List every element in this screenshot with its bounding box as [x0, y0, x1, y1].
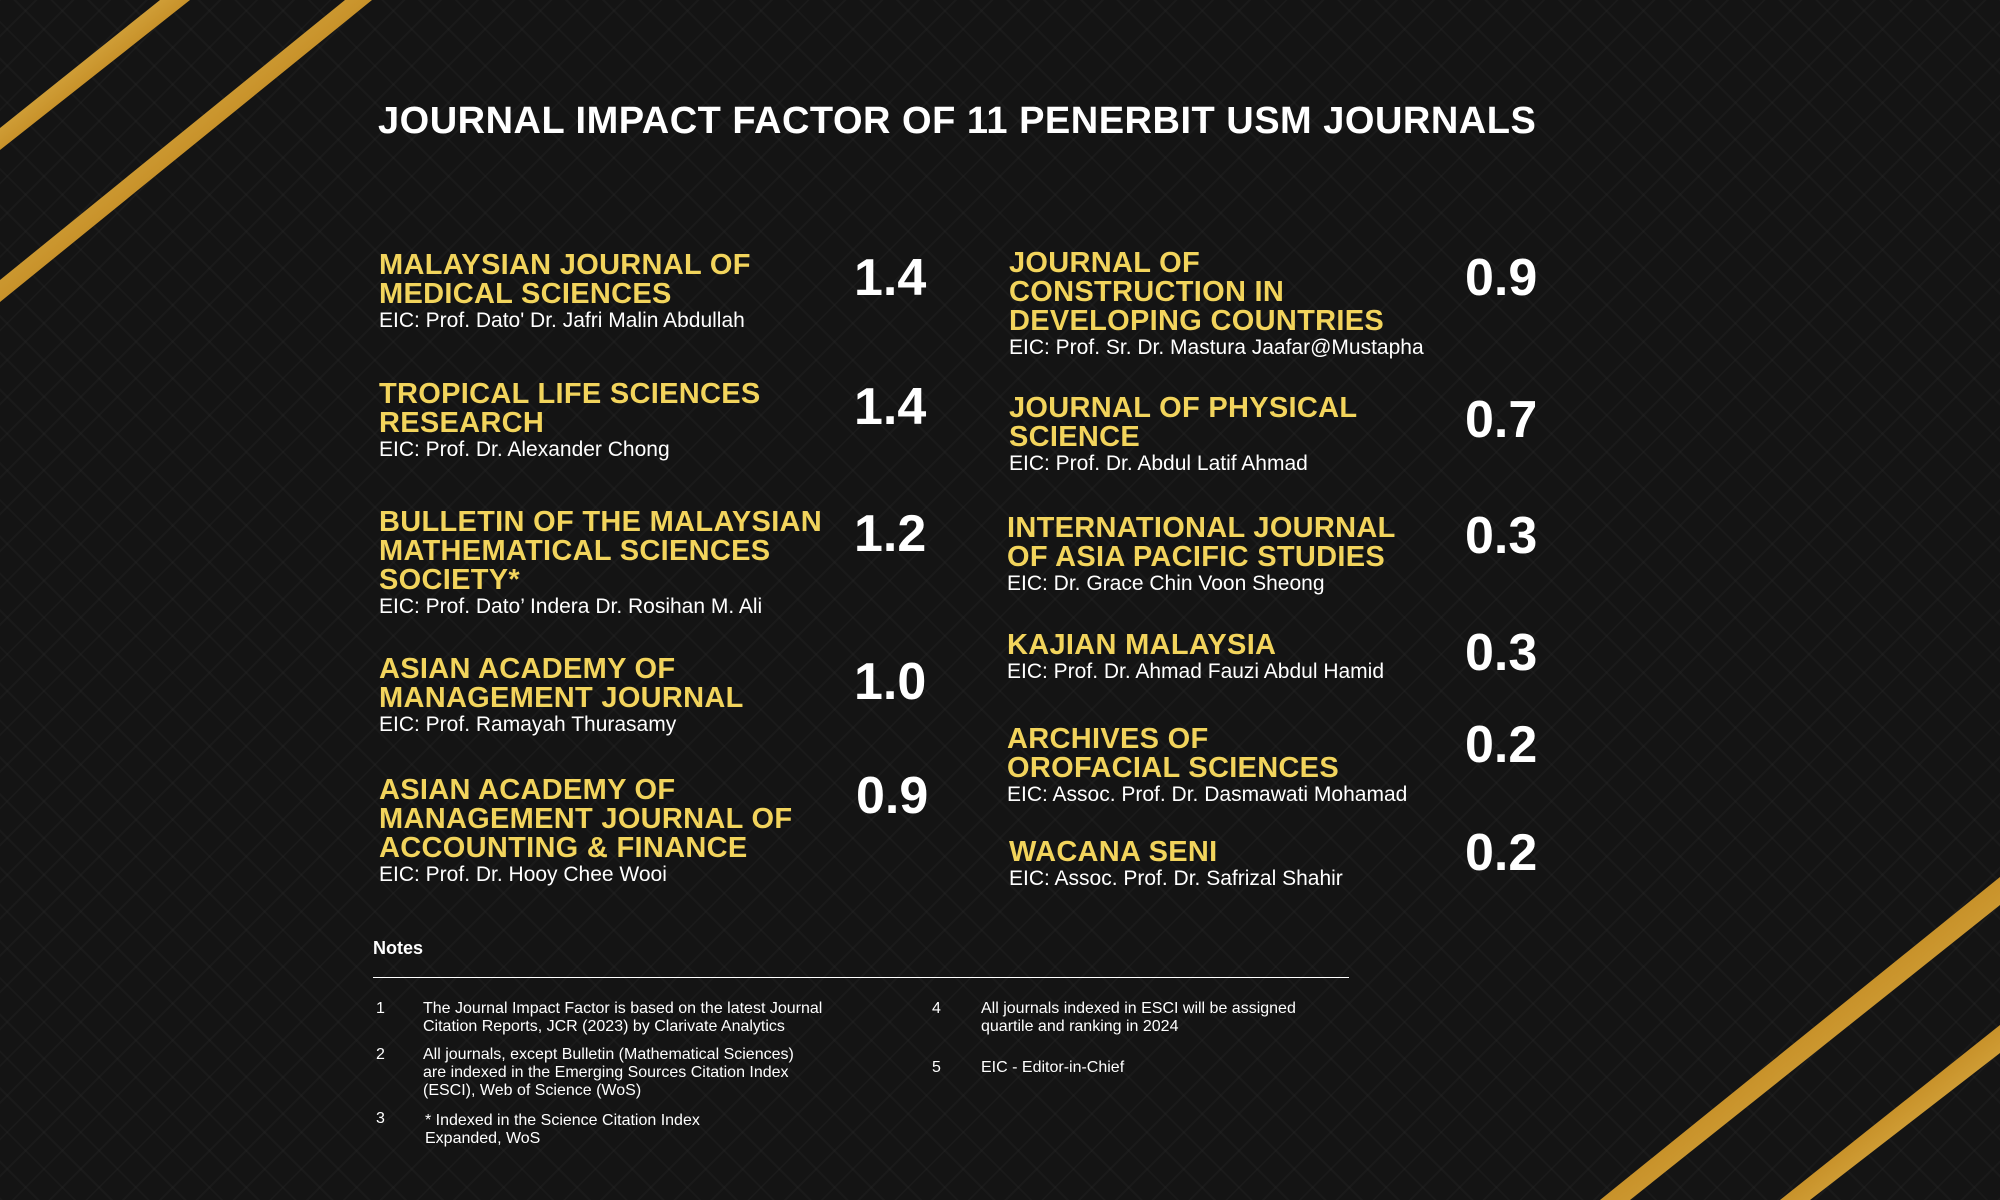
note-text: All journals indexed in ESCI will be assigned quartile and ranking in 2024	[981, 1000, 1296, 1035]
journal-name: ASIAN ACADEMY OF MANAGEMENT JOURNAL	[379, 653, 744, 714]
journal-name: ASIAN ACADEMY OF MANAGEMENT JOURNAL OF ACCOUNTING & FINANCE	[379, 774, 793, 864]
notes-title: Notes	[373, 938, 424, 958]
journal-eic: EIC: Prof. Dato' Dr. Jafri Malin Abdullah	[379, 309, 745, 332]
stripe-top-left-1	[0, 0, 190, 150]
journal-entry	[379, 508, 822, 619]
page-title: JOURNAL IMPACT FACTOR OF 11 PENERBIT USM JOURNALS	[378, 100, 1537, 142]
journal-entry	[379, 776, 792, 887]
journal-impact-factor: 0.7	[1465, 391, 1538, 449]
notes-divider	[373, 977, 1349, 978]
journal-entry	[1007, 725, 1407, 807]
journal-eic: EIC: Prof. Dr. Hooy Chee Wooi	[379, 863, 667, 886]
journal-name: ARCHIVES OF OROFACIAL SCIENCES	[1007, 723, 1339, 784]
journal-eic: EIC: Prof. Dr. Ahmad Fauzi Abdul Hamid	[1007, 660, 1384, 683]
journal-impact-factor: 1.4	[854, 249, 927, 307]
journal-entry	[1007, 514, 1396, 596]
journal-entry	[1009, 394, 1357, 476]
journal-impact-factor: 1.0	[854, 653, 927, 711]
note-number: 3	[376, 1110, 385, 1127]
journal-eic: EIC: Assoc. Prof. Dr. Safrizal Shahir	[1009, 867, 1343, 890]
stripe-bottom-right-1	[1600, 877, 2000, 1200]
journal-entry	[1007, 631, 1384, 684]
journal-impact-factor: 0.3	[1465, 507, 1538, 565]
journal-entry	[1009, 249, 1424, 360]
note-number: 4	[932, 1000, 941, 1017]
journal-impact-factor: 0.2	[1465, 824, 1538, 882]
note-number: 2	[376, 1046, 385, 1063]
journal-eic: EIC: Prof. Dr. Alexander Chong	[379, 438, 670, 461]
journal-impact-factor: 0.9	[856, 767, 929, 825]
journal-name: INTERNATIONAL JOURNAL OF ASIA PACIFIC STUDIES	[1007, 512, 1396, 573]
journal-name: JOURNAL OF PHYSICAL SCIENCE	[1009, 392, 1358, 453]
journal-entry	[379, 380, 761, 462]
note-text: The Journal Impact Factor is based on the latest Journal Citation Reports, JCR (2023) by Clarivate Analytics	[423, 1000, 823, 1035]
journal-eic: EIC: Prof. Sr. Dr. Mastura Jaafar@Mustapha	[1009, 336, 1424, 359]
journal-impact-factor: 1.2	[854, 505, 927, 563]
note-text: EIC - Editor-in-Chief	[981, 1059, 1125, 1076]
journal-name: WACANA SENI	[1009, 836, 1218, 868]
journal-entry	[379, 251, 751, 333]
journal-eic: EIC: Prof. Ramayah Thurasamy	[379, 713, 677, 736]
note-text: All journals, except Bulletin (Mathematical Sciences) are indexed in the Emerging Sources Citation Index (ESCI), Web of Science (WoS)	[423, 1046, 794, 1099]
journal-name: JOURNAL OF CONSTRUCTION IN DEVELOPING COUNTRIES	[1009, 247, 1384, 337]
journal-impact-factor: 0.2	[1465, 716, 1538, 774]
journal-eic: EIC: Prof. Dr. Abdul Latif Ahmad	[1009, 452, 1308, 475]
journal-entry	[1009, 838, 1343, 891]
journal-eic: EIC: Prof. Dato’ Indera Dr. Rosihan M. Ali	[379, 595, 763, 618]
journal-name: MALAYSIAN JOURNAL OF MEDICAL SCIENCES	[379, 249, 751, 310]
journal-eic: EIC: Dr. Grace Chin Voon Sheong	[1007, 572, 1325, 595]
note-number: 5	[932, 1059, 941, 1076]
journal-impact-factor: 1.4	[854, 378, 927, 436]
note-number: 1	[376, 1000, 385, 1017]
journal-entry	[379, 655, 744, 737]
journal-name: TROPICAL LIFE SCIENCES RESEARCH	[379, 378, 761, 439]
journal-name: BULLETIN OF THE MALAYSIAN MATHEMATICAL SCIENCES SOCIETY*	[379, 506, 823, 596]
journal-impact-factor: 0.9	[1465, 249, 1538, 307]
stripe-top-left-2	[0, 0, 372, 302]
journal-eic: EIC: Assoc. Prof. Dr. Dasmawati Mohamad	[1007, 783, 1408, 806]
journal-impact-factor: 0.3	[1465, 624, 1538, 682]
note-text: * Indexed in the Science Citation Index Expanded, WoS	[425, 1112, 700, 1147]
journal-name: KAJIAN MALAYSIA	[1007, 629, 1277, 661]
